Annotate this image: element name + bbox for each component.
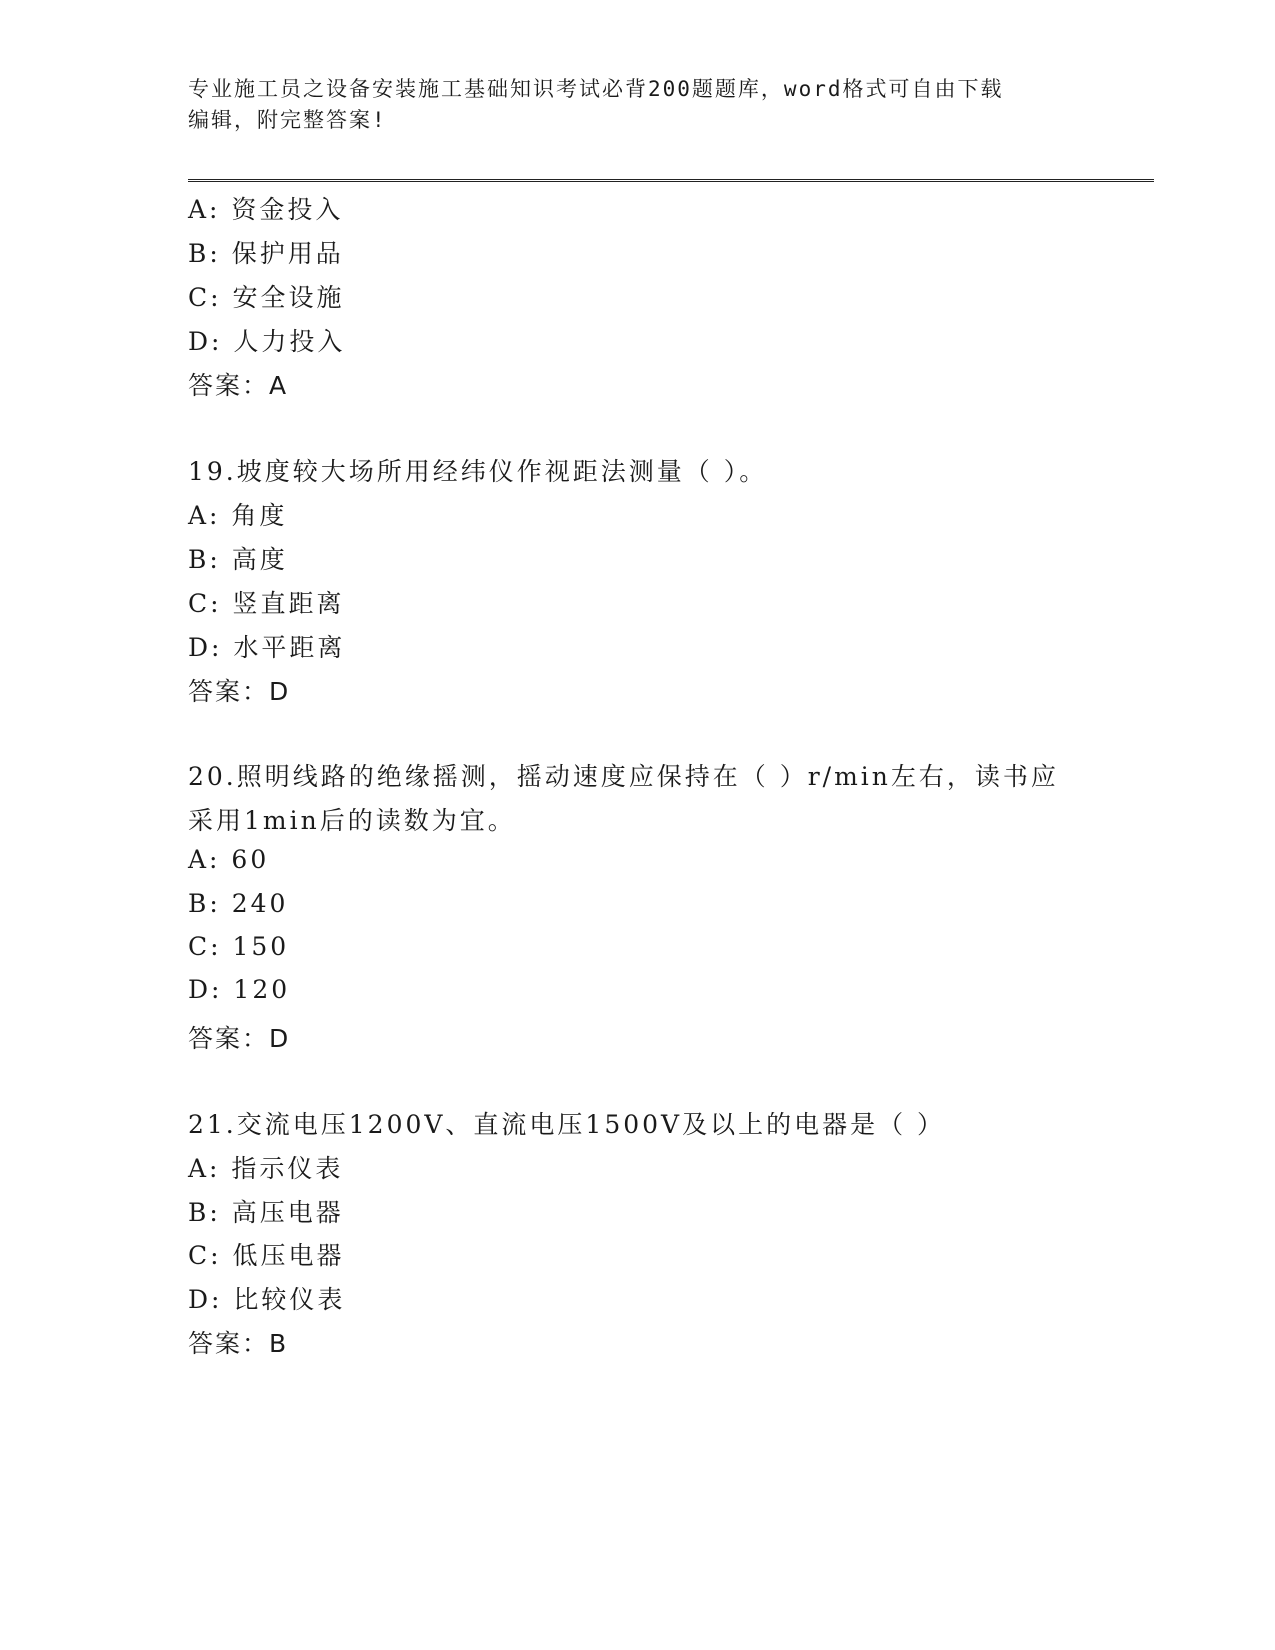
document-header [188,74,1088,136]
q18-option-d: D: 人力投入 [188,327,346,356]
q20-option-c: C: 150 [188,932,290,961]
q20-question-line-1: 20.照明线路的绝缘摇测，摇动速度应保持在（ ）r/min左右，读书应 [188,762,1059,791]
q21-option-b: B: 高压电器 [188,1198,344,1227]
q21-question: 21.交流电压1200V、直流电压1500V及以上的电器是（ ） [188,1110,946,1139]
q18-option-a: A: 资金投入 [188,195,344,224]
q20-option-b: B: 240 [188,889,289,918]
q21-option-d: D: 比较仪表 [188,1285,346,1314]
q19-option-a: A: 角度 [188,501,288,530]
q19-option-d: D: 水平距离 [188,633,346,662]
q21-option-a: A: 指示仪表 [188,1154,344,1183]
q20-option-d: D: 120 [188,975,291,1004]
q19-option-c: C: 竖直距离 [188,589,345,618]
q18-option-b: B: 保护用品 [188,239,344,268]
header-title-line-1: 专业施工员之设备安装施工基础知识考试必背200题题库，word格式可自由下载 [188,77,1004,101]
q19-answer: 答案：D [188,677,291,706]
q20-option-a: A: 60 [188,845,270,874]
header-divider [188,179,1154,182]
q20-answer: 答案：D [188,1024,291,1053]
q19-option-b: B: 高度 [188,545,288,574]
q19-question: 19.坡度较大场所用经纬仪作视距法测量（ ）。 [188,457,768,486]
header-title-line-2: 编辑，附完整答案! [188,108,387,132]
q18-option-c: C: 安全设施 [188,283,345,312]
q21-option-c: C: 低压电器 [188,1241,345,1270]
q21-answer: 答案：B [188,1329,289,1358]
q20-question-line-2: 采用1min后的读数为宜。 [188,806,516,835]
q18-answer: 答案：A [188,371,289,400]
